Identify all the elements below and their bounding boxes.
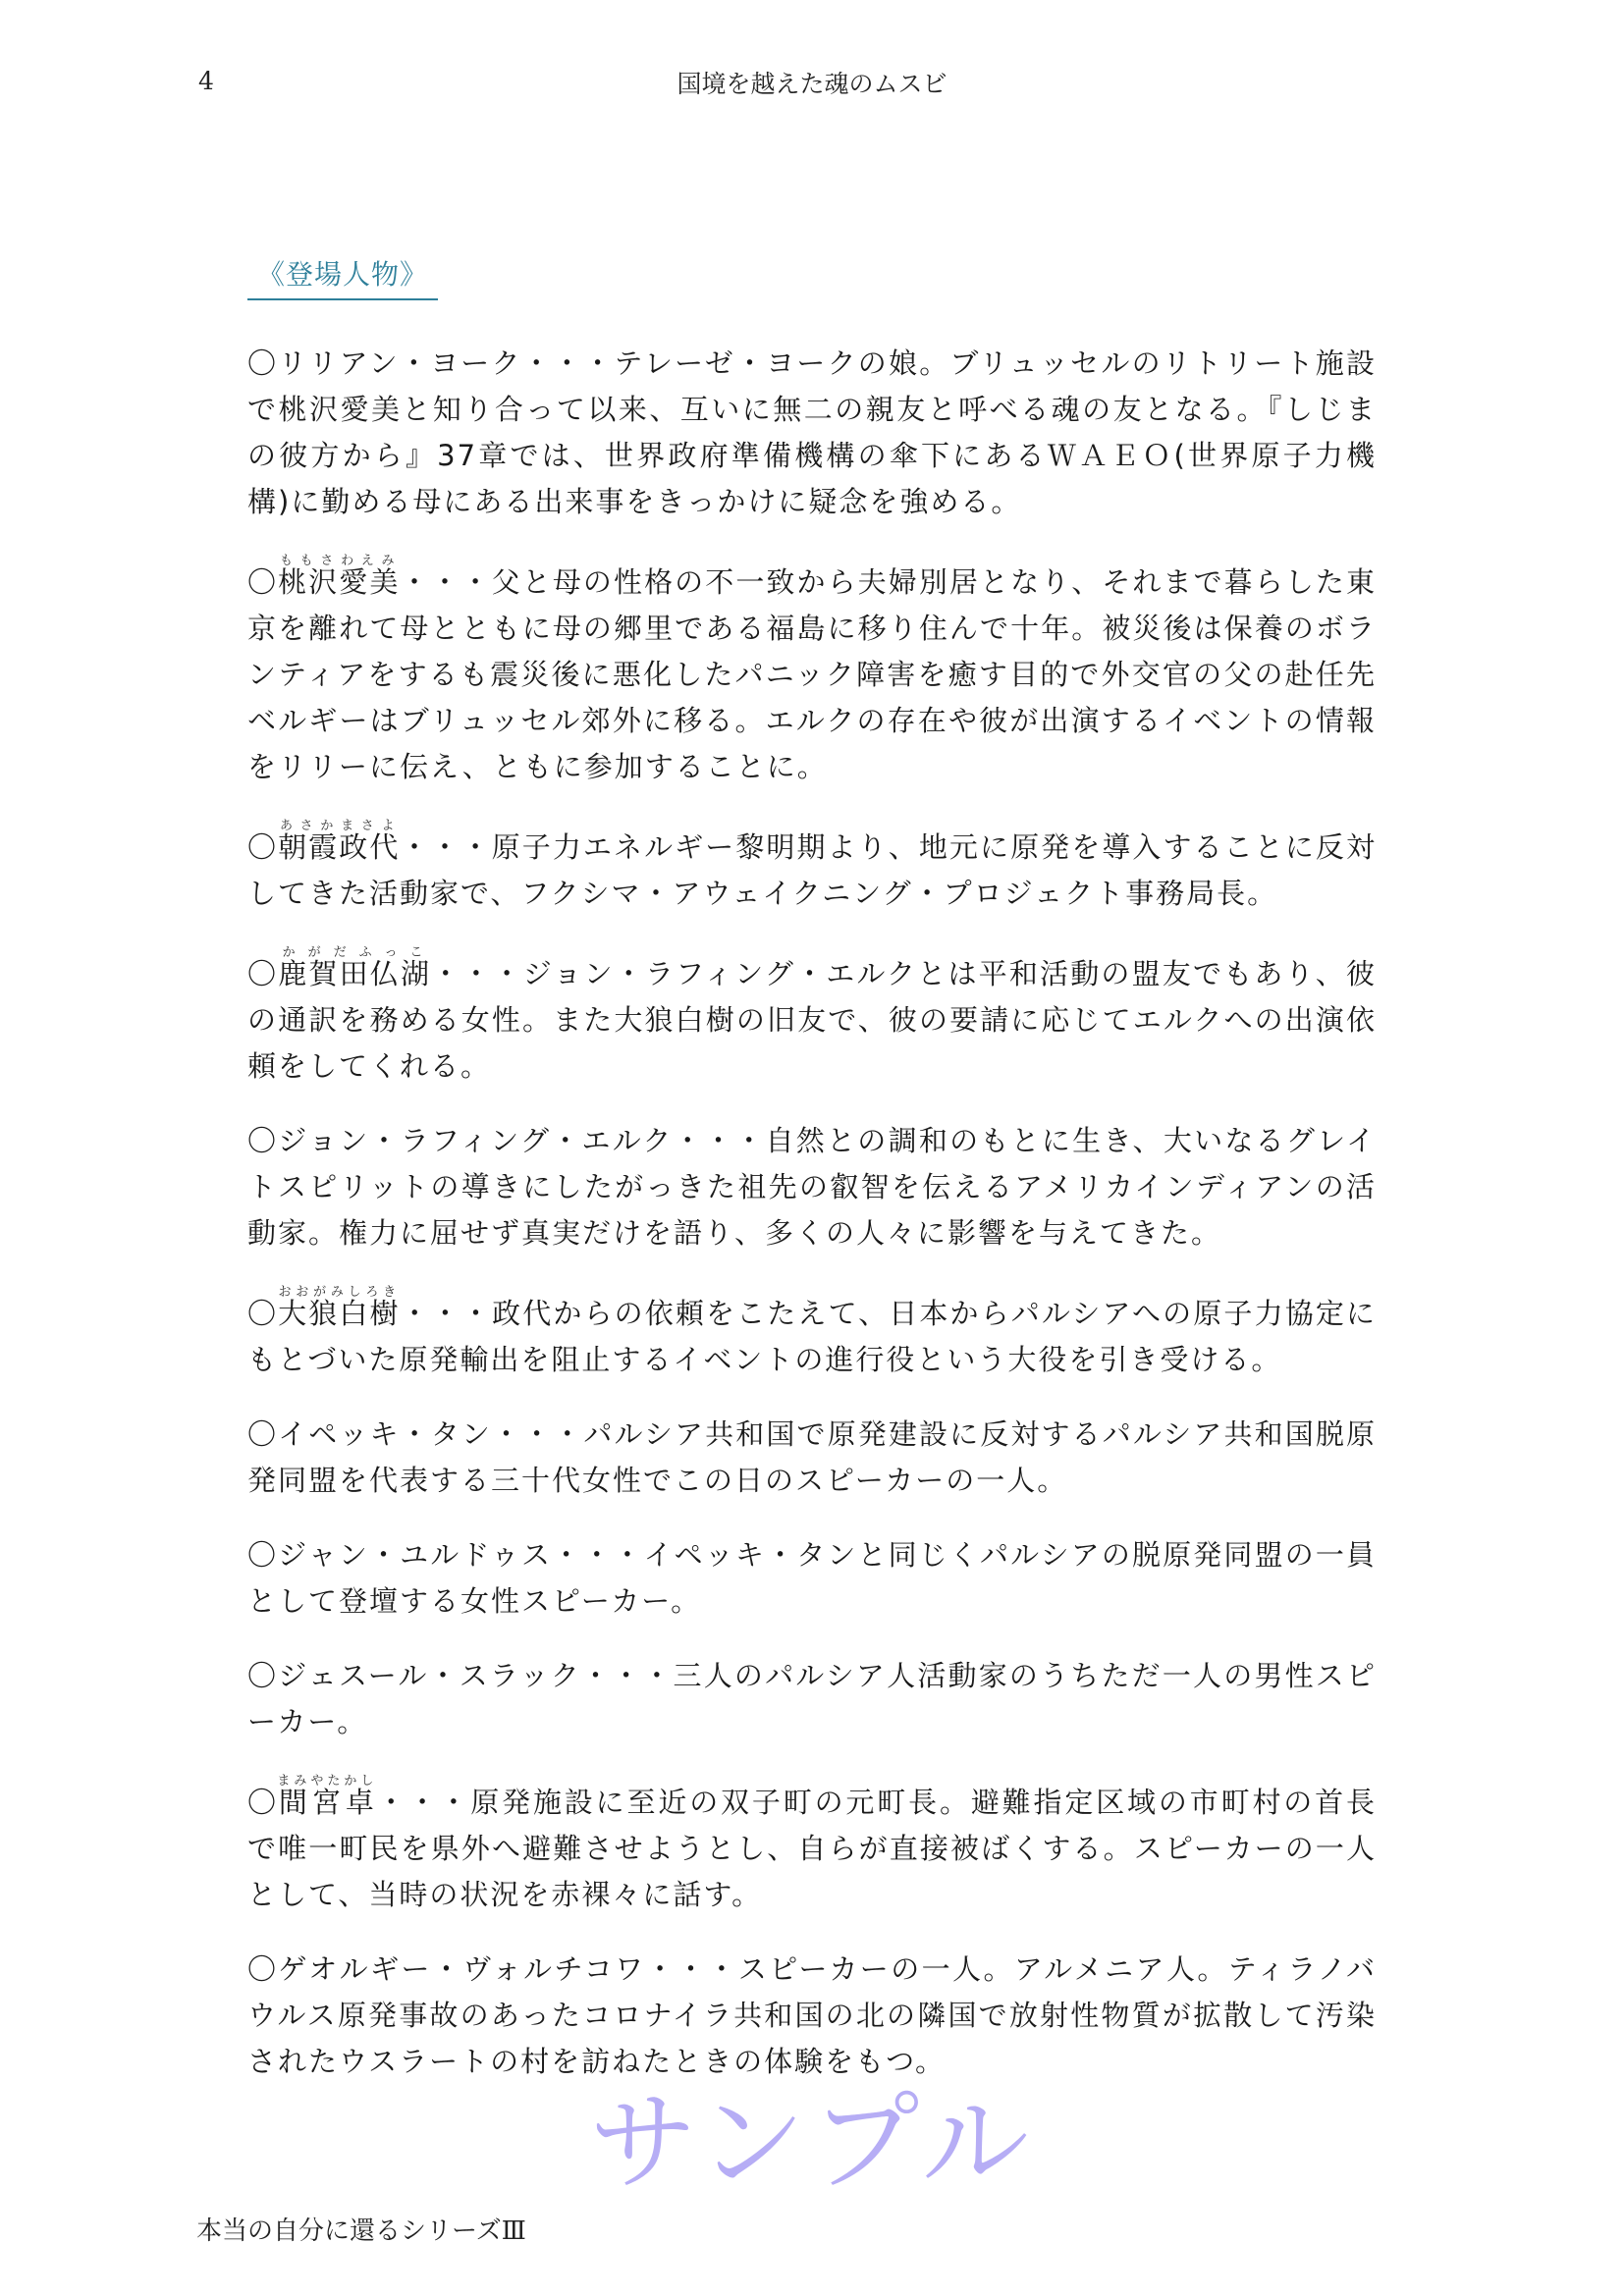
sample-watermark: サンプル xyxy=(588,2080,1036,2206)
character-name: イペッキ・タン xyxy=(278,1417,492,1451)
character-name: 鹿賀田仏湖 xyxy=(278,957,432,990)
character-description: ・・・パルシア共和国で原発建設に反対するパルシア共和国脱原発同盟を代表する三十代女性でこの日のスピーカーの一人。 xyxy=(247,1417,1377,1497)
character-name: 大狼白樹 xyxy=(278,1297,401,1330)
character-description: ・・・政代からの依頼をこたえて、日本からパルシアへの原子力協定にもとづいた原発輸出を阻止するイベントの進行役という大役を引き受ける。 xyxy=(247,1297,1377,1376)
character-name-ruby xyxy=(278,945,432,990)
character-name: リリアン・ヨーク xyxy=(278,347,522,380)
character-entry-lillian: 〇リリアン・ヨーク・・・テレーゼ・ヨークの娘。ブリュッセルのリトリート施設で桃沢愛美と知り合って以来、互いに無二の親友と呼べる魂の友となる。『しじまの彼方から』37章では、世界政府準備機構の傘下にあるＷＡＥＯ(世界原子力機構)に勤める母にある出来事をきっかけに疑念を強める。 xyxy=(247,347,1378,518)
character-entry-fukko: 〇鹿賀田仏湖かがだふっこ・・・ジョン・ラフィング・エルクとは平和活動の盟友でもあり、彼の通訳を務める女性。また大狼白樹の旧友で、彼の要請に応じてエルクへの出演依頼をしてくれる。 xyxy=(247,945,1377,1083)
character-description: ・・・三人のパルシア人活動家のうちただ一人の男性スピーカー。 xyxy=(247,1659,1377,1738)
character-description: ・・・ジョン・ラフィング・エルクとは平和活動の盟友でもあり、彼の通訳を務める女性。また大狼白樹の旧友で、彼の要請に応じてエルクへの出演依頼をしてくれる。 xyxy=(247,957,1377,1083)
character-reading: あさかまさよ xyxy=(278,819,401,833)
character-description: ・・・スピーカーの一人。アルメニア人。ティラノバウルス原発事故のあったコロナイラ共和国の北の隣国で放射性物質が拡散して汚染されたウスラートの村を訪ねたときの体験をもつ。 xyxy=(247,1952,1377,2078)
section-heading: 《登場人物》 xyxy=(247,253,438,300)
character-name-ruby xyxy=(278,1285,401,1330)
character-reading: まみやたかし xyxy=(277,1774,378,1789)
character-name: 桃沢愛美 xyxy=(278,565,401,599)
character-description: ・・・原子力エネルギー黎明期より、地元に原発を導入することに反対してきた活動家で、フクシマ・アウェイクニング・プロジェクト事務局長。 xyxy=(247,830,1377,910)
character-name-ruby xyxy=(278,819,401,864)
character-description: ・・・自然との調和のもとに生き、大いなるグレイトスピリットの導きにしたがっきた祖先の叡智を伝えるアメリカインディアンの活動家。権力に屈せず真実だけを語り、多くの人々に影響を与えてきた。 xyxy=(247,1124,1377,1250)
character-description: ・・・イペッキ・タンと同じくパルシアの脱原発同盟の一員として登壇する女性スピーカー。 xyxy=(247,1538,1377,1618)
character-reading: おおがみしろき xyxy=(278,1285,401,1300)
character-entry-elk: 〇ジョン・ラフィング・エルク・・・自然との調和のもとに生き、大いなるグレイトスピリットの導きにしたがっきた祖先の叡智を伝えるアメリカインディアンの活動家。権力に屈せず真実だけを語り、多くの人々に影響を与えてきた。 xyxy=(247,1124,1377,1250)
character-name-ruby xyxy=(277,1774,378,1819)
character-name: ジェスール・スラック xyxy=(278,1659,581,1692)
footer-series-title: 本当の自分に還るシリーズⅢ xyxy=(196,2216,526,2246)
character-name: ゲオルギー・ヴォルチコワ xyxy=(278,1952,646,1986)
character-entry-jesur: 〇ジェスール・スラック・・・三人のパルシア人活動家のうちただ一人の男性スピーカー。 xyxy=(247,1659,1377,1738)
character-entry-ipekki: 〇イペッキ・タン・・・パルシア共和国で原発建設に反対するパルシア共和国脱原発同盟を代表する三十代女性でこの日のスピーカーの一人。 xyxy=(247,1417,1377,1497)
character-reading: ももさわえみ xyxy=(278,554,401,568)
character-entry-georgy: 〇ゲオルギー・ヴォルチコワ・・・スピーカーの一人。アルメニア人。ティラノバウルス原発事故のあったコロナイラ共和国の北の隣国で放射性物質が拡散して汚染されたウスラートの村を訪ねたときの体験をもつ。 xyxy=(247,1952,1377,2078)
character-entry-emi: 〇桃沢愛美ももさわえみ・・・父と母の性格の不一致から夫婦別居となり、それまで暮らした東京を離れて母とともに母の郷里である福島に移り住んで十年。被災後は保養のボランティアをするも震災後に悪化したパニック障害を癒す目的で外交官の父の赴任先ベルギーはブリュッセル郊外に移る。エルクの存在や彼が出演するイベントの情報をリリーに伝え、ともに参加することに。 xyxy=(247,554,1377,783)
running-title: 国境を越えた魂のムスビ xyxy=(677,70,947,98)
character-list xyxy=(247,312,1377,2105)
character-description: ・・・テレーゼ・ヨークの娘。ブリュッセルのリトリート施設で桃沢愛美と知り合って以来、互いに無二の親友と呼べる魂の友となる。『しじまの彼方から』37章では、世界政府準備機構の傘下にあるＷＡＥＯ(世界原子力機構)に勤める母にある出来事をきっかけに疑念を強める。 xyxy=(247,347,1378,518)
character-entry-shiroki: 〇大狼白樹おおがみしろき・・・政代からの依頼をこたえて、日本からパルシアへの原子力協定にもとづいた原発輸出を阻止するイベントの進行役という大役を引き受ける。 xyxy=(247,1285,1377,1376)
character-description: ・・・父と母の性格の不一致から夫婦別居となり、それまで暮らした東京を離れて母とともに母の郷里である福島に移り住んで十年。被災後は保養のボランティアをするも震災後に悪化したパニック障害を癒す目的で外交官の父の赴任先ベルギーはブリュッセル郊外に移る。エルクの存在や彼が出演するイベントの情報をリリーに伝え、ともに参加することに。 xyxy=(247,565,1377,783)
character-entry-masayo: 〇朝霞政代あさかまさよ・・・原子力エネルギー黎明期より、地元に原発を導入することに反対してきた活動家で、フクシマ・アウェイクニング・プロジェクト事務局長。 xyxy=(247,819,1377,910)
character-name: ジャン・ユルドゥス xyxy=(278,1538,553,1572)
page-number: 4 xyxy=(198,67,214,95)
character-description: ・・・原発施設に至近の双子町の元町長。避難指定区域の市町村の首長で唯一町民を県外へ避難させようとし、自らが直接被ばくする。スピーカーの一人として、当時の状況を赤裸々に話す。 xyxy=(247,1786,1377,1911)
character-entry-jan: 〇ジャン・ユルドゥス・・・イペッキ・タンと同じくパルシアの脱原発同盟の一員として登壇する女性スピーカー。 xyxy=(247,1538,1377,1618)
character-name-ruby xyxy=(278,554,401,599)
character-name: 朝霞政代 xyxy=(278,830,401,864)
character-reading: かがだふっこ xyxy=(278,945,431,960)
character-name: ジョン・ラフィング・エルク xyxy=(278,1124,674,1157)
character-name: 間宮卓 xyxy=(277,1786,378,1819)
character-entry-takashi: 〇間宮卓まみやたかし・・・原発施設に至近の双子町の元町長。避難指定区域の市町村の首長で唯一町民を県外へ避難させようとし、自らが直接被ばくする。スピーカーの一人として、当時の状況を赤裸々に話す。 xyxy=(247,1774,1377,1911)
